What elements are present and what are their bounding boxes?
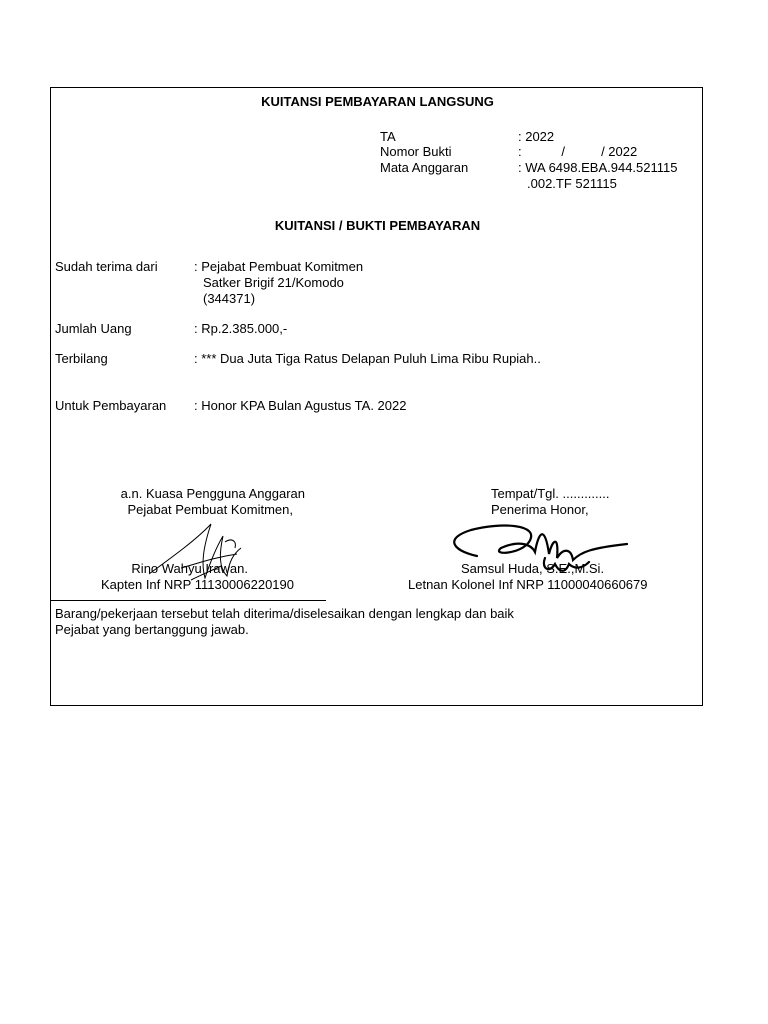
mata-anggaran-value: : WA 6498.EBA.944.521115 (518, 160, 678, 175)
footer-responsible-official: Pejabat yang bertanggung jawab. (55, 622, 249, 637)
right-signer-role: Penerima Honor, (491, 502, 589, 517)
amount-words-value: : *** Dua Juta Tiga Ratus Delapan Puluh Lima Ribu Rupiah.. (194, 351, 541, 366)
purpose-value: : Honor KPA Bulan Agustus TA. 2022 (194, 398, 407, 413)
nomor-bukti-label: Nomor Bukti (380, 144, 452, 159)
left-signer-rank: Kapten Inf NRP 11130006220190 (101, 577, 294, 592)
left-signer-role: Pejabat Pembuat Komitmen, (127, 502, 293, 517)
received-from-label: Sudah terima dari (55, 259, 158, 274)
amount-value: : Rp.2.385.000,- (194, 321, 288, 336)
ta-label: TA (380, 129, 396, 144)
received-from-satker: Satker Brigif 21/Komodo (203, 275, 344, 290)
received-from-value: : Pejabat Pembuat Komitmen (194, 259, 364, 274)
mata-anggaran-value-cont: .002.TF 521115 (527, 176, 617, 191)
amount-label: Jumlah Uang (55, 321, 132, 336)
receipt-subtitle: KUITANSI / BUKTI PEMBAYARAN (274, 218, 481, 233)
left-signer-title: a.n. Kuasa Pengguna Anggaran (120, 486, 305, 501)
purpose-label: Untuk Pembayaran (55, 398, 167, 413)
mata-anggaran-label: Mata Anggaran (380, 160, 469, 175)
document-title: KUITANSI PEMBAYARAN LANGSUNG (261, 94, 494, 109)
receipt-frame (50, 87, 703, 706)
nomor-bukti-value: : / / 2022 (518, 144, 638, 159)
amount-words-label: Terbilang (55, 351, 108, 366)
right-signer-place-date: Tempat/Tgl. ............. (491, 486, 610, 501)
ta-value: : 2022 (518, 129, 555, 144)
right-signer-name: Samsul Huda, S.E.,M.Si. (461, 561, 605, 576)
right-signer-rank: Letnan Kolonel Inf NRP 11000040660679 (408, 577, 648, 592)
footer-divider (51, 600, 326, 601)
left-signer-name: Rino Wahyu Irawan. (131, 561, 248, 576)
received-from-code: (344371) (203, 291, 256, 306)
footer-statement: Barang/pekerjaan tersebut telah diterima/diselesaikan dengan lengkap dan baik (55, 606, 514, 621)
